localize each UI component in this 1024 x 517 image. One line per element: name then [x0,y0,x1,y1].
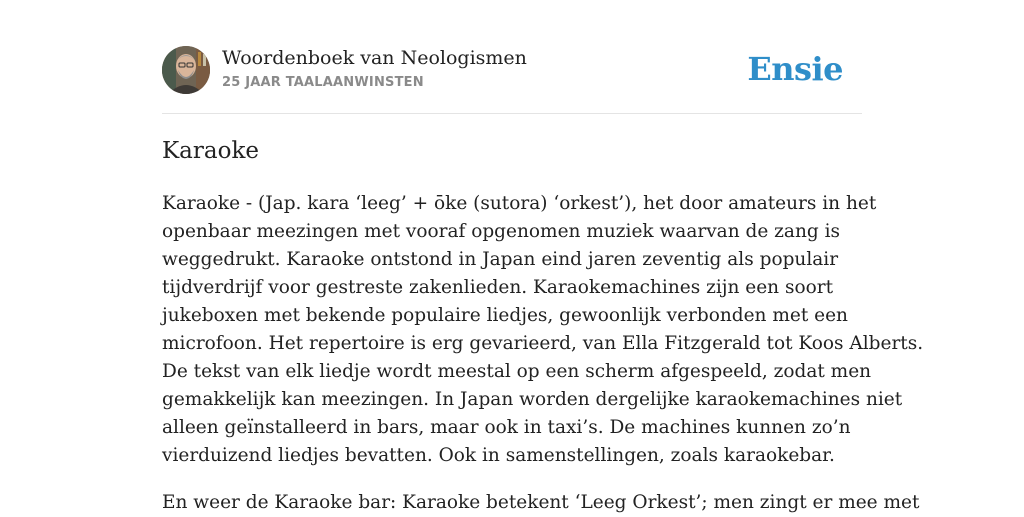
avatar-portrait-icon [162,46,210,94]
definition-line: De tekst van elk liedje wordt meestal op een scherm afgespeeld, zodat men [162,361,872,382]
definition-line: vierduizend liedjes bevatten. Ook in samenstellingen, zoals karaokebar. [162,445,835,466]
site-tagline: 25 JAAR TAALAANWINSTEN [222,75,424,90]
author-avatar[interactable] [162,46,210,94]
definition-line: openbaar meezingen met vooraf opgenomen muziek waarvan de zang is [162,221,840,242]
entry-title: Karaoke [162,138,259,164]
ensie-logo[interactable]: Ensie [747,50,843,88]
definition-line: Karaoke - (Jap. kara ‘leeg’ + ōke (sutora) ‘orkest’), het door amateurs in het [162,193,877,214]
header-divider [162,113,862,114]
definition-line: alleen geïnstalleerd in bars, maar ook in taxi’s. De machines kunnen zo’n [162,417,851,438]
site-title[interactable]: Woordenboek van Neologismen [222,47,527,69]
definition-line: jukeboxen met bekende populaire liedjes, gewoonlijk verbonden met een [162,305,848,326]
definition-line: gemakkelijk kan meezingen. In Japan worden dergelijke karaokemachines niet [162,389,903,410]
definition-line: tijdverdrijf voor gestreste zakenlieden. Karaokemachines zijn een soort [162,277,834,298]
entry-second-paragraph: En weer de Karaoke bar: Karaoke betekent ‘Leeg Orkest’; men zingt er mee met [162,492,920,513]
definition-line: microfoon. Het repertoire is erg gevarieerd, van Ella Fitzgerald tot Koos Alberts. [162,333,924,354]
entry-definition [162,190,924,470]
site-header [162,46,862,96]
definition-line: weggedrukt. Karaoke ontstond in Japan eind jaren zeventig als populair [162,249,839,270]
